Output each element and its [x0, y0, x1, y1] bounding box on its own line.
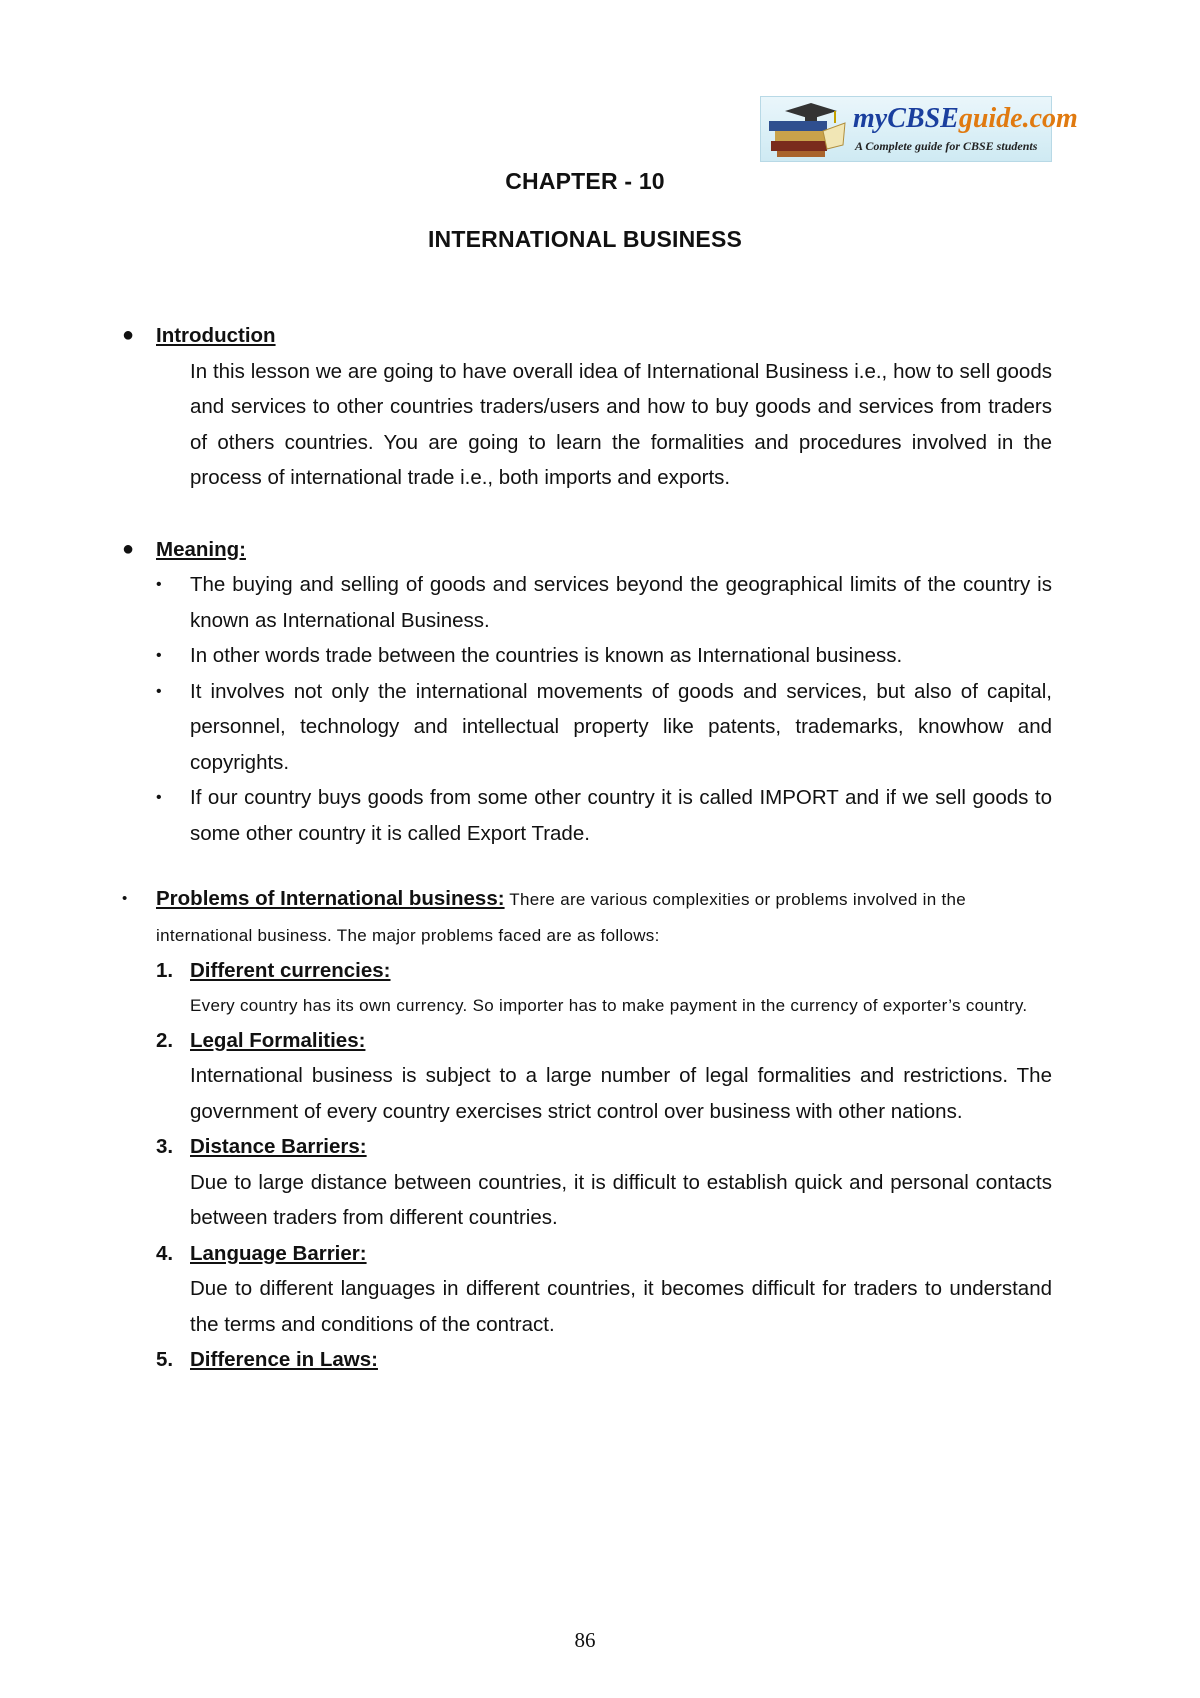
list-item: • In other words trade between the countries is known as International business.: [156, 638, 1052, 674]
logo-tagline: A Complete guide for CBSE students: [855, 139, 1038, 153]
introduction-section: [122, 318, 1052, 496]
problem-text: Every country has its own currency. So importer has to make payment in the currency of exporter’s country.: [190, 995, 1028, 1015]
problem-text: International business is subject to a large number of legal formalities and restrictions. The government of every country exercises strict control over business with other nations.: [190, 1064, 1052, 1123]
problem-title: Language Barrier:: [190, 1241, 367, 1265]
problem-item: 1. Different currencies: Every country has its own currency. So importer has to make payment in the currency of exporter’s country.: [156, 953, 1052, 1023]
logo-brand-text: myCBSEguide.com: [853, 103, 1078, 134]
books-graduation-cap-icon: [767, 101, 847, 159]
bullet-icon: •: [156, 789, 162, 806]
bullet-icon: ●: [122, 537, 135, 560]
list-item: • It involves not only the international movements of goods and services, but also of capital, personnel, technology and intellectual property like patents, trademarks, knowhow and copyrights.: [156, 674, 1052, 781]
meaning-list: [156, 567, 1052, 851]
mycbseguide-logo: [760, 96, 1078, 162]
meaning-heading: Meaning:: [156, 537, 246, 561]
bullet-icon: •: [122, 890, 128, 907]
problem-item: 2. Legal Formalities: International business is subject to a large number of legal formalities and restrictions. The government of every country exercises strict control over business with other nations.: [156, 1023, 1052, 1130]
chapter-title: INTERNATIONAL BUSINESS: [427, 226, 743, 252]
bullet-icon: ●: [122, 324, 135, 346]
bullet-icon: •: [156, 647, 162, 664]
introduction-heading: Introduction: [156, 324, 276, 347]
chapter-label: CHAPTER - 10: [505, 168, 665, 194]
problem-item: 4. Language Barrier: Due to different languages in different countries, it becomes difficult for traders to understand the terms and conditions of the contract.: [156, 1236, 1052, 1343]
problem-text: Due to large distance between countries, it is difficult to establish quick and personal contacts between traders from different countries.: [190, 1170, 1052, 1229]
bullet-icon: •: [156, 682, 162, 700]
problem-text: Due to different languages in different countries, it becomes difficult for traders to understand the terms and conditions of the contract.: [190, 1277, 1052, 1336]
problem-item: 3. Distance Barriers: Due to large distance between countries, it is difficult to establish quick and personal contacts between traders from different countries.: [156, 1129, 1052, 1236]
document-body: [122, 318, 1052, 1378]
list-item: • The buying and selling of goods and services beyond the geographical limits of the country is known as International Business.: [156, 567, 1052, 638]
page-number: 86: [574, 1628, 596, 1652]
problem-title: Distance Barriers:: [190, 1135, 367, 1158]
bullet-icon: •: [156, 576, 162, 593]
problems-heading: Problems of International business:: [156, 887, 505, 910]
problem-title: Legal Formalities:: [190, 1028, 366, 1052]
problems-section: [122, 881, 1052, 1378]
problem-title: Difference in Laws:: [190, 1348, 378, 1371]
introduction-text: In this lesson we are going to have overall idea of International Business i.e., how to sell goods and services to other countries traders/users and how to buy goods and services from traders of others countries. You are going to learn the formalities and procedures involved in the process of international trade i.e., both imports and exports.: [190, 359, 1052, 489]
list-item: • If our country buys goods from some other country it is called IMPORT and if we sell goods to some other country it is called Export Trade.: [156, 780, 1052, 851]
problem-item: 5. Difference in Laws:: [156, 1342, 1052, 1378]
problems-list: [156, 953, 1052, 1378]
problem-title: Different currencies:: [190, 959, 391, 982]
meaning-section: [122, 532, 1052, 852]
problems-intro: Problems of International business: There are various complexities or problems involved in the international business. The major problems faced are as follows:: [156, 887, 967, 945]
